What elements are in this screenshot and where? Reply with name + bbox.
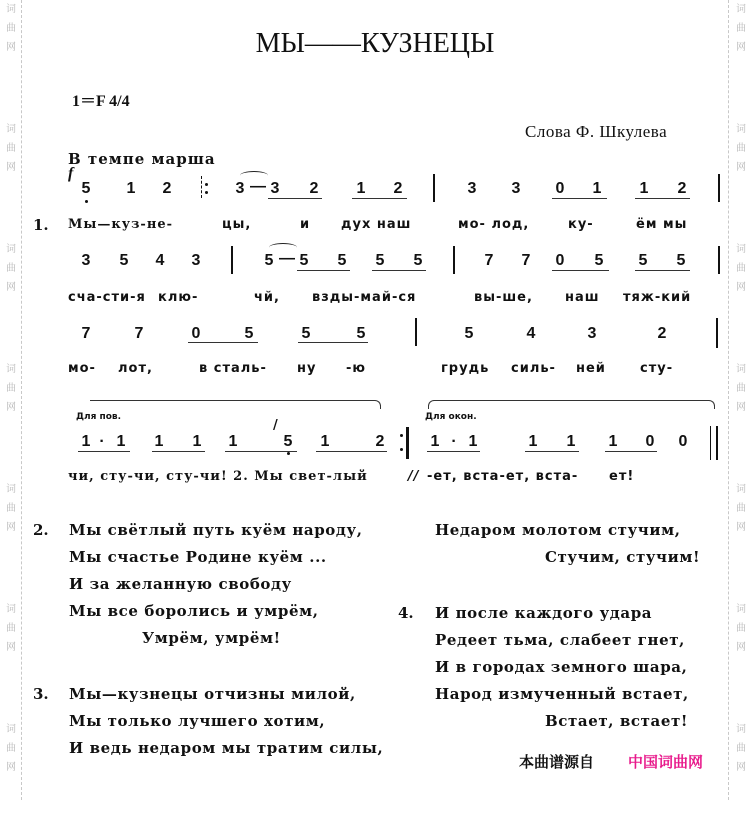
watermark-column-right: [732, 0, 750, 800]
watermark-char: 网: [736, 762, 746, 773]
source-label: 本曲谱源自: [519, 753, 595, 771]
lower-octave-dot: [287, 452, 290, 455]
note: 5: [244, 325, 254, 342]
lyric-syllable: мо- лод,: [458, 217, 530, 232]
key-signature: 1＝F 4/4: [72, 93, 130, 110]
watermark-char: 词: [6, 364, 16, 375]
verse-line: Мы счастье Родине куём ...: [69, 548, 327, 566]
note: 1: [126, 180, 136, 197]
lyric-syllable: и: [300, 217, 311, 232]
note: 1: [356, 180, 366, 197]
note: 1: [468, 433, 478, 450]
verse-marker: 1.: [33, 216, 49, 234]
eighth-underline: [188, 342, 258, 343]
breath-mark: /: [273, 418, 279, 433]
watermark-char: 网: [736, 402, 746, 413]
barline: [718, 174, 720, 202]
lyric-syllable: дух наш: [341, 217, 412, 232]
note: 2: [393, 180, 403, 197]
volta-label-2: Для окон.: [425, 412, 477, 422]
repeat-dot: [400, 434, 403, 437]
watermark-char: 曲: [736, 743, 746, 754]
watermark-divider-left: [21, 0, 22, 800]
verse-number: 4.: [398, 604, 414, 622]
eighth-underline: [525, 451, 579, 452]
verse-line: Стучим, стучим!: [545, 548, 701, 566]
watermark-char: 词: [6, 124, 16, 135]
note: 1: [320, 433, 330, 450]
final-barline-thick: [716, 426, 718, 460]
verse-line: Встает, встает!: [545, 712, 689, 730]
note: 7: [521, 252, 531, 269]
verse-line: И ведь недаром мы тратим силы,: [69, 739, 384, 757]
note: 1: [430, 433, 440, 450]
watermark-char: 曲: [736, 263, 746, 274]
watermark-char: 曲: [736, 503, 746, 514]
lyric-syllable: -ю: [346, 361, 367, 376]
note: 1: [116, 433, 126, 450]
watermark-char: 曲: [736, 383, 746, 394]
source-site-link[interactable]: 中国词曲网: [628, 753, 704, 771]
note: 0: [191, 325, 201, 342]
lyric-syllable: ну: [297, 361, 317, 376]
watermark-char: 词: [6, 4, 16, 15]
note: 5: [594, 252, 604, 269]
lyric-syllable: сту-: [640, 361, 674, 376]
note: 5: [337, 252, 347, 269]
extension-dash: —: [250, 178, 266, 195]
watermark-char: 曲: [6, 503, 16, 514]
lyric-syllable: вы-ше,: [474, 290, 533, 305]
lyric-line: -ет, вста-ет, вста-: [427, 469, 579, 484]
lyric-syllable: ку-: [568, 217, 594, 232]
eighth-underline: [298, 342, 368, 343]
note: 5: [283, 433, 293, 450]
watermark-char: 曲: [6, 743, 16, 754]
verse-line: Редеет тьма, слабеет гнет,: [435, 631, 685, 649]
verse-line: Мы свётлый путь куём народу,: [69, 521, 363, 539]
watermark-divider-right: [728, 0, 729, 800]
eighth-underline: [635, 270, 690, 271]
note: 5: [464, 325, 474, 342]
watermark-char: 词: [736, 484, 746, 495]
note: 4: [526, 325, 536, 342]
eighth-underline: [605, 451, 657, 452]
watermark-char: 曲: [736, 23, 746, 34]
watermark-char: 曲: [736, 623, 746, 634]
lyric-break-mark: //: [408, 469, 420, 484]
lyric-syllable: цы,: [222, 217, 252, 232]
watermark-char: 网: [6, 642, 16, 653]
lyric-syllable: тяж-кий: [623, 290, 692, 305]
note: 3: [81, 252, 91, 269]
verse-number: 3.: [33, 685, 49, 703]
note: 5: [299, 252, 309, 269]
watermark-char: 词: [736, 4, 746, 15]
barline: [718, 246, 720, 274]
note: 1: [154, 433, 164, 450]
note: 5: [356, 325, 366, 342]
watermark-char: 词: [736, 604, 746, 615]
eighth-underline: [635, 198, 690, 199]
eighth-underline: [78, 451, 130, 452]
lyric-syllable: ет!: [609, 469, 635, 484]
watermark-char: 网: [736, 642, 746, 653]
watermark-char: 词: [736, 244, 746, 255]
eighth-underline: [427, 451, 480, 452]
watermark-char: 词: [6, 244, 16, 255]
repeat-end-barline: [406, 427, 409, 459]
watermark-char: 曲: [6, 623, 16, 634]
final-barline-thin: [710, 426, 711, 460]
note: 3: [191, 252, 201, 269]
watermark-char: 网: [6, 282, 16, 293]
verse-line: Мы все боролись и умрём,: [69, 602, 319, 620]
note: 0: [678, 433, 688, 450]
watermark-char: 网: [6, 762, 16, 773]
eighth-underline: [225, 451, 297, 452]
note: 2: [162, 180, 172, 197]
verse-number: 2.: [33, 521, 49, 539]
watermark-char: 曲: [6, 263, 16, 274]
note: 3: [467, 180, 477, 197]
note: 5: [638, 252, 648, 269]
note: 7: [81, 325, 91, 342]
eighth-underline: [352, 198, 407, 199]
eighth-underline: [552, 198, 607, 199]
barline: [433, 174, 435, 202]
verse-line: Мы только лучшего хотим,: [69, 712, 326, 730]
augmentation-dot: ·: [99, 433, 105, 450]
lyric-syllable: Мы—куз-не-: [68, 217, 174, 232]
watermark-char: 词: [736, 724, 746, 735]
watermark-char: 网: [6, 42, 16, 53]
repeat-start-barline: [201, 176, 202, 198]
note: 1: [228, 433, 238, 450]
volta-bracket-1: [90, 400, 381, 409]
note: 1: [608, 433, 618, 450]
extension-dash: —: [279, 250, 295, 267]
dynamic-marking: f: [68, 165, 74, 182]
note: 0: [555, 180, 565, 197]
note: 5: [301, 325, 311, 342]
note: 5: [375, 252, 385, 269]
note: 5: [676, 252, 686, 269]
lyric-syllable: наш: [565, 290, 600, 305]
verse-line: Недаром молотом стучим,: [435, 521, 681, 539]
barline: [453, 246, 455, 274]
watermark-char: 网: [736, 282, 746, 293]
lyric-syllable: сча-сти-я: [68, 290, 146, 305]
barline: [415, 318, 417, 346]
watermark-char: 网: [736, 162, 746, 173]
note: 1: [192, 433, 202, 450]
volta-bracket-2: [428, 400, 715, 409]
lyric-syllable: клю-: [158, 290, 199, 305]
lyric-syllable: чй,: [254, 290, 280, 305]
lyric-syllable: лот,: [118, 361, 153, 376]
watermark-column-left: [2, 0, 20, 800]
watermark-char: 网: [736, 522, 746, 533]
note: 0: [645, 433, 655, 450]
note: 5: [81, 180, 91, 197]
lyric-syllable: грудь: [441, 361, 490, 376]
lyric-syllable: взды-май-ся: [312, 290, 417, 305]
watermark-char: 词: [736, 364, 746, 375]
song-title: МЫ——КУЗНЕЦЫ: [255, 28, 495, 59]
note: 7: [134, 325, 144, 342]
barline: [231, 246, 233, 274]
note: 3: [587, 325, 597, 342]
note: 5: [119, 252, 129, 269]
note: 7: [484, 252, 494, 269]
lyric-syllable: в сталь-: [199, 361, 267, 376]
watermark-char: 曲: [6, 23, 16, 34]
note: 3: [270, 180, 280, 197]
note: 1: [528, 433, 538, 450]
verse-line: И в городах земного шара,: [435, 658, 688, 676]
lyric-syllable: ём мы: [636, 217, 688, 232]
verse-line: И после каждого удара: [435, 604, 653, 622]
lyricist-credit: Слова Ф. Шкулева: [525, 122, 668, 141]
eighth-underline: [268, 198, 322, 199]
note: 3: [235, 180, 245, 197]
verse-line: Умрём, умрём!: [142, 629, 281, 647]
note: 1: [566, 433, 576, 450]
verse-line: И за желанную свободу: [69, 575, 292, 593]
verse-line: Народ измученный встает,: [435, 685, 689, 703]
note: 1: [592, 180, 602, 197]
augmentation-dot: ·: [451, 433, 457, 450]
repeat-dot: [205, 191, 208, 194]
watermark-char: 词: [6, 484, 16, 495]
note: 4: [155, 252, 165, 269]
watermark-char: 网: [6, 522, 16, 533]
note: 0: [555, 252, 565, 269]
note: 5: [264, 252, 274, 269]
watermark-char: 网: [6, 162, 16, 173]
eighth-underline: [152, 451, 205, 452]
note: 2: [677, 180, 687, 197]
lyric-syllable: мо-: [68, 361, 96, 376]
watermark-char: 词: [6, 604, 16, 615]
note: 2: [657, 325, 667, 342]
barline: [716, 318, 718, 348]
watermark-char: 曲: [736, 143, 746, 154]
lyric-syllable: силь-: [511, 361, 556, 376]
note: 2: [309, 180, 319, 197]
eighth-underline: [372, 270, 426, 271]
eighth-underline: [297, 270, 350, 271]
lower-octave-dot: [85, 200, 88, 203]
lyric-line: чи, сту-чи, сту-чи! 2. Мы свет-лый: [68, 469, 368, 484]
note: 2: [375, 433, 385, 450]
verse-line: Мы—кузнецы отчизны милой,: [69, 685, 356, 703]
note: 5: [413, 252, 423, 269]
note: 1: [639, 180, 649, 197]
repeat-dot: [400, 448, 403, 451]
note: 1: [81, 433, 91, 450]
watermark-char: 网: [6, 402, 16, 413]
volta-label-1: Для пов.: [76, 412, 122, 422]
eighth-underline: [552, 270, 609, 271]
tempo-marking: В темпе марша: [68, 150, 216, 168]
watermark-char: 曲: [6, 143, 16, 154]
eighth-underline: [316, 451, 387, 452]
watermark-char: 词: [6, 724, 16, 735]
note: 3: [511, 180, 521, 197]
watermark-char: 曲: [6, 383, 16, 394]
watermark-char: 词: [736, 124, 746, 135]
lyric-syllable: ней: [576, 361, 606, 376]
watermark-char: 网: [736, 42, 746, 53]
repeat-dot: [205, 183, 208, 186]
